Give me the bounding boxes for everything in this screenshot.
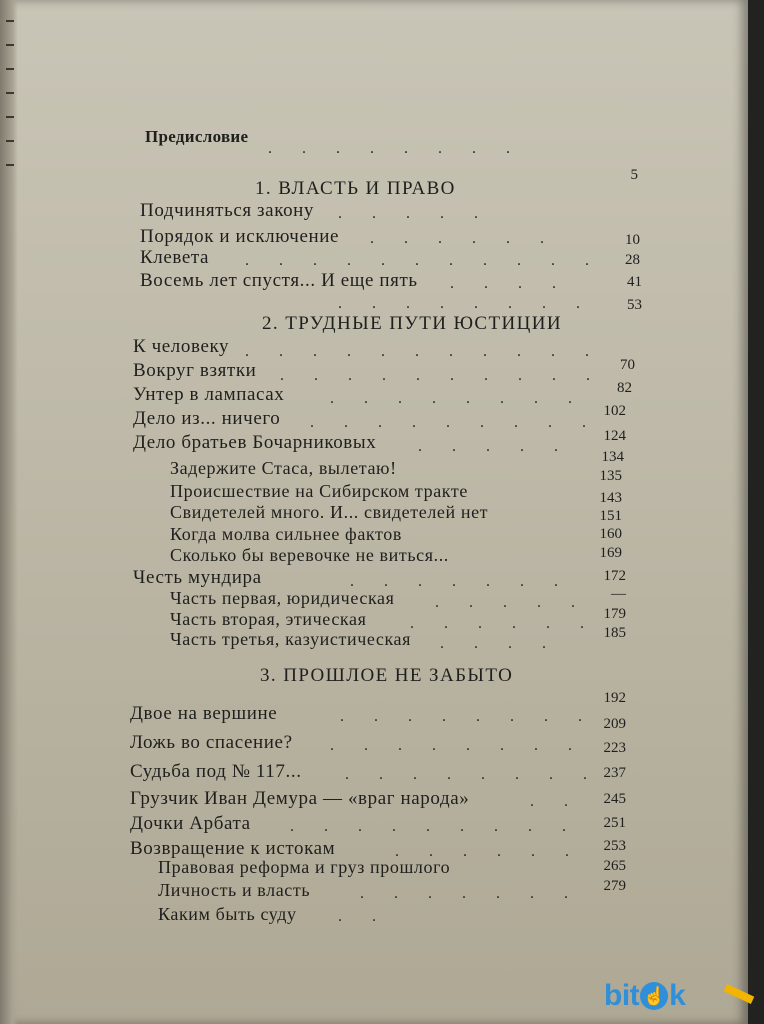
- toc-entry: Вокруг взятки: [133, 360, 257, 381]
- toc-entry: Судьба под № 117...: [130, 761, 302, 782]
- toc-page: 279: [603, 878, 626, 894]
- toc-subentry: Сколько бы веревочке не виться...: [170, 545, 449, 565]
- toc-subentry: Происшествие на Сибирском тракте: [170, 481, 468, 501]
- toc-entry: Дочки Арбата: [130, 813, 251, 834]
- leader-dots: . . . . . . . .: [345, 766, 600, 783]
- toc-page: 192: [603, 690, 626, 706]
- toc-subentry: Часть третья, казуистическая: [170, 629, 412, 649]
- toc-page: 151: [599, 508, 622, 524]
- toc-page: —: [611, 586, 626, 602]
- toc-entry: Унтер в лампасах: [133, 384, 285, 405]
- toc-entry: Двое на вершине: [130, 703, 278, 724]
- toc-page: 179: [603, 606, 626, 622]
- leader-dots: . . . . . . .: [350, 573, 571, 590]
- leader-dots: . . . . . . . . .: [290, 818, 579, 835]
- leader-dots: . .: [338, 908, 389, 925]
- toc-subentry: Часть вторая, этическая: [170, 609, 367, 629]
- toc-entry: Восемь лет спустя... И еще пять: [140, 270, 418, 291]
- toc-entry: Честь мундира: [133, 567, 262, 588]
- leader-dots: . . . .: [440, 635, 559, 652]
- toc-page: 237: [603, 765, 626, 781]
- toc-page: 172: [603, 568, 626, 584]
- toc-page: 265: [603, 858, 626, 874]
- toc-page: 245: [603, 791, 626, 807]
- toc-page: 102: [603, 403, 626, 419]
- leader-dots: . .: [530, 793, 581, 810]
- toc-page: 41: [627, 274, 642, 290]
- leader-dots: . . . . . .: [395, 843, 582, 860]
- toc-subentry: Личность и власть: [158, 880, 311, 900]
- toc-subentry: Часть первая, юридическая: [170, 588, 395, 608]
- toc-page: 28: [625, 252, 640, 268]
- leader-dots: . . . . . . . .: [330, 737, 585, 754]
- toc-page: 70: [620, 357, 635, 373]
- toc-entry: Подчиняться закону: [140, 200, 315, 221]
- toc-subentry: Свидетелей много. И... свидетелей нет: [170, 502, 489, 522]
- toc-subentry: Правовая реформа и груз прошлого: [158, 857, 451, 877]
- toc-page: 143: [599, 490, 622, 506]
- toc-entry: Порядок и исключение: [140, 226, 340, 247]
- toc-subentry: Когда молва сильнее фактов: [170, 524, 402, 544]
- toc-page: 209: [603, 716, 626, 732]
- toc-section-3-title: 3. ПРОШЛОЕ НЕ ЗАБЫТО: [260, 665, 514, 686]
- toc-section-2-title: 2. ТРУДНЫЕ ПУТИ ЮСТИЦИИ: [262, 313, 562, 334]
- leader-dots: . . . . . . . .: [338, 295, 593, 312]
- toc-preface-title: Предисловие: [145, 127, 249, 146]
- toc-entry: Клевета: [140, 247, 210, 268]
- toc-entry: Ложь во спасение?: [130, 732, 293, 753]
- toc-entry: Грузчик Иван Демура — «враг народа»: [130, 788, 470, 809]
- leader-dots: . . . . . . . . . . .: [245, 252, 602, 269]
- toc-subentry: Каким быть суду: [158, 904, 297, 924]
- toc-entry: Дело из... ничего: [133, 408, 281, 429]
- leader-dots: . . . . . . . . .: [310, 414, 599, 431]
- leader-dots: . . . . . . . .: [268, 140, 523, 157]
- leader-dots: . . . . .: [435, 594, 588, 611]
- site-watermark-logo: [604, 976, 685, 1016]
- leader-dots: . . . .: [450, 275, 569, 292]
- leader-dots: . . . . . . . . . .: [280, 367, 603, 384]
- toc-page: 53: [627, 297, 642, 313]
- toc-page: 251: [603, 815, 626, 831]
- leader-dots: . . . . . .: [370, 230, 557, 247]
- leader-dots: . . . . . . . . . . .: [245, 343, 602, 360]
- thumbs-up-icon: ☝: [640, 982, 668, 1010]
- toc-page: 160: [599, 526, 622, 542]
- leader-dots: . . . . . .: [410, 615, 597, 632]
- toc-page: 82: [617, 380, 632, 396]
- toc-page: 253: [603, 838, 626, 854]
- toc-page: 10: [625, 232, 640, 248]
- leader-dots: . . . . . . . .: [340, 708, 595, 725]
- toc-page: 134: [601, 449, 624, 465]
- toc-page: 185: [603, 625, 626, 641]
- leader-dots: . . . . .: [418, 438, 571, 455]
- watermark-text: bit: [604, 979, 640, 1012]
- toc-preface-page: 5: [630, 167, 638, 183]
- toc-page: 223: [603, 740, 626, 756]
- leader-dots: . . . . . . .: [360, 885, 581, 902]
- toc-entry: К человеку: [133, 336, 230, 357]
- toc-section-1-title: 1. ВЛАСТЬ И ПРАВО: [255, 178, 456, 199]
- toc-entry: Дело братьев Бочарниковых: [133, 432, 377, 453]
- leader-dots: . . . . .: [338, 205, 491, 222]
- leader-dots: . . . . . . . .: [330, 390, 585, 407]
- toc-subentry: Задержите Стаса, вылетаю!: [170, 458, 397, 478]
- toc-page: 169: [599, 545, 622, 561]
- toc-entry: Возвращение к истокам: [130, 838, 336, 859]
- watermark-text: k: [669, 979, 686, 1012]
- toc-page: 135: [599, 468, 622, 484]
- toc-page: 124: [603, 428, 626, 444]
